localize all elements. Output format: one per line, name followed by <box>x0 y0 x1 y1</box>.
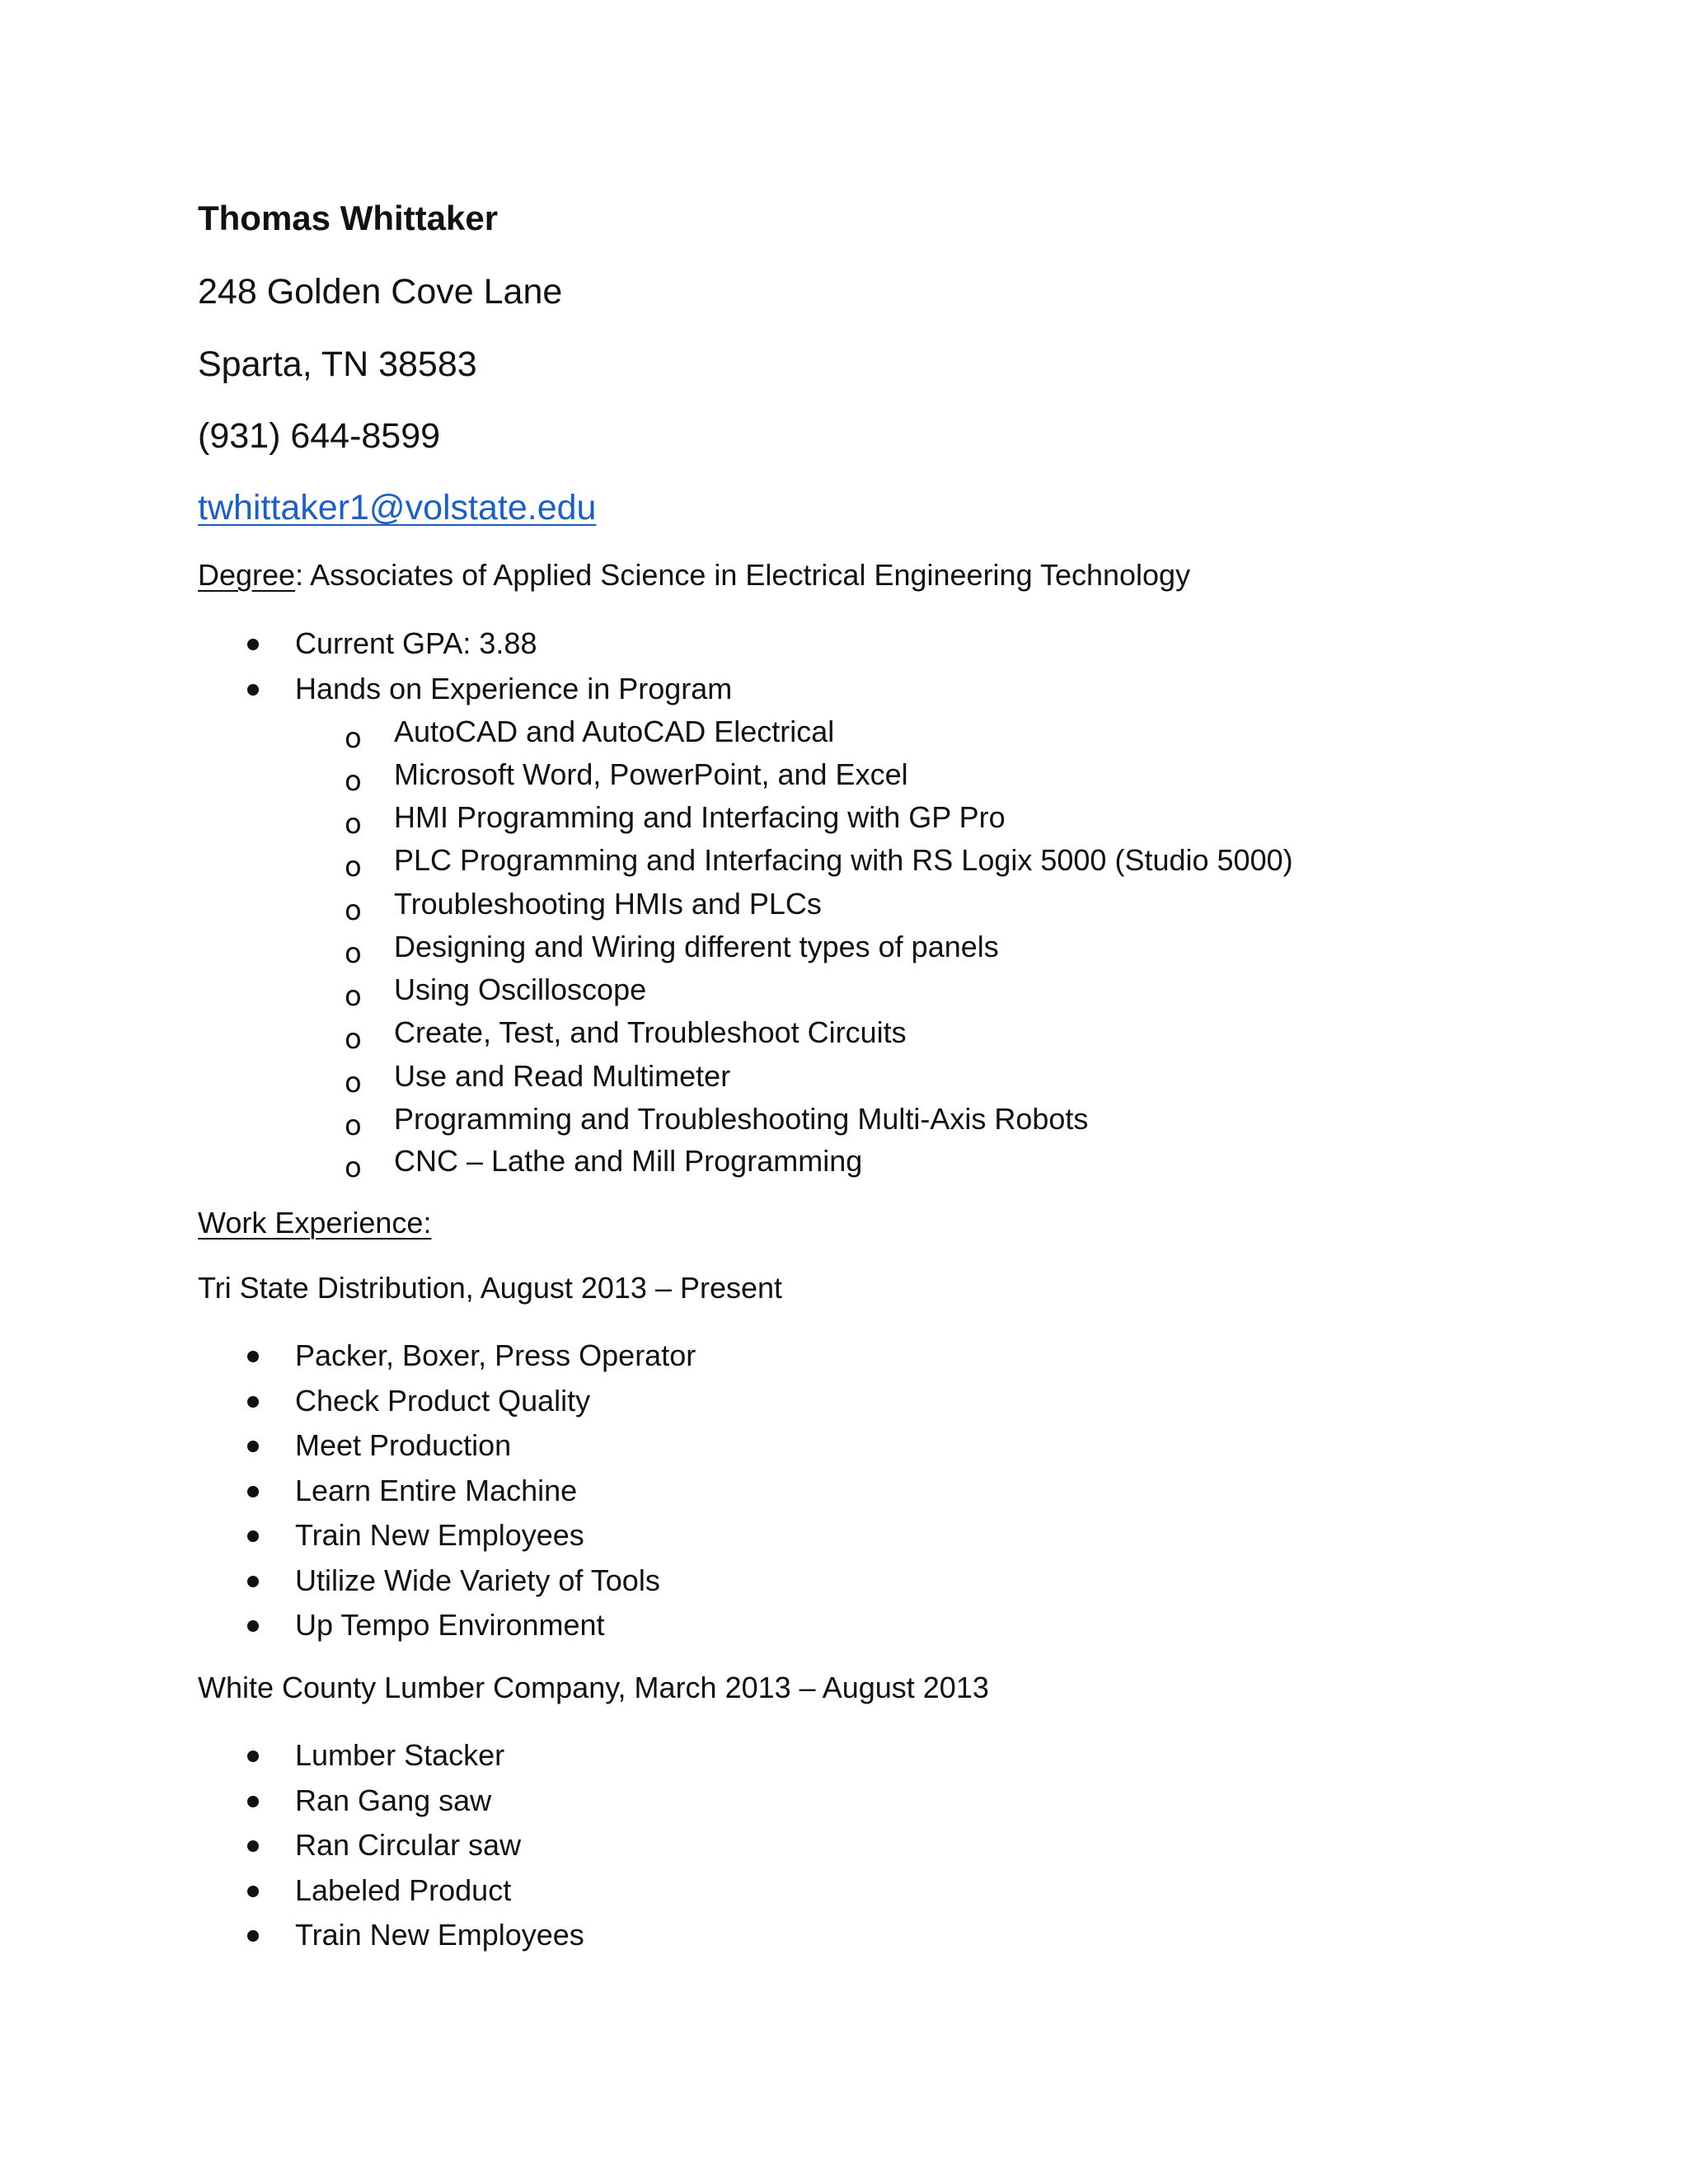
email-link[interactable]: twhittaker1@volstate.edu <box>198 488 597 527</box>
circle-bullet-icon: o <box>345 1023 362 1056</box>
bullet-icon <box>247 1620 259 1632</box>
bullet-text: Hands on Experience in Program <box>295 672 733 705</box>
sub-bullet-text: Create, Test, and Troubleshoot Circuits <box>394 1015 907 1049</box>
circle-bullet-icon: o <box>345 1151 362 1184</box>
bullet-text: Check Product Quality <box>295 1384 591 1418</box>
bullet-text: Utilize Wide Variety of Tools <box>295 1563 660 1597</box>
sub-bullet-text: Troubleshooting HMIs and PLCs <box>394 887 822 921</box>
bullet-icon <box>247 1930 259 1942</box>
bullet-text: Train New Employees <box>295 1918 584 1952</box>
bullet-text: Up Tempo Environment <box>295 1608 605 1642</box>
bullet-icon <box>247 639 259 650</box>
bullet-icon <box>247 1441 259 1452</box>
bullet-icon <box>247 1796 259 1807</box>
circle-bullet-icon: o <box>345 1109 362 1142</box>
bullet-icon <box>247 1576 259 1587</box>
bullet-icon <box>247 1486 259 1497</box>
sub-bullet-text: CNC – Lathe and Mill Programming <box>394 1144 863 1178</box>
city-state-zip: Sparta, TN 38583 <box>198 344 477 384</box>
bullet-text: Ran Circular saw <box>295 1828 522 1862</box>
circle-bullet-icon: o <box>345 1066 362 1099</box>
sub-bullet-text: HMI Programming and Interfacing with GP Pro <box>394 800 1006 834</box>
bullet-text: Ran Gang saw <box>295 1783 492 1817</box>
sub-bullet-text: AutoCAD and AutoCAD Electrical <box>394 715 835 748</box>
circle-bullet-icon: o <box>345 808 362 841</box>
bullet-text: Train New Employees <box>295 1518 584 1552</box>
bullet-icon <box>247 1840 259 1852</box>
section-heading-work-experience: Work Experience: <box>198 1206 432 1240</box>
bullet-text: Labeled Product <box>295 1873 512 1907</box>
phone-number: (931) 644-8599 <box>198 416 441 456</box>
circle-bullet-icon: o <box>345 980 362 1013</box>
circle-bullet-icon: o <box>345 722 362 755</box>
sub-bullet-text: Microsoft Word, PowerPoint, and Excel <box>394 757 908 791</box>
sub-bullet-text: Use and Read Multimeter <box>394 1059 731 1093</box>
sub-bullet-text: Using Oscilloscope <box>394 972 647 1006</box>
circle-bullet-icon: o <box>345 765 362 798</box>
bullet-text: Lumber Stacker <box>295 1738 505 1772</box>
bullet-icon <box>247 1750 259 1762</box>
bullet-icon <box>247 684 259 696</box>
bullet-icon <box>247 1396 259 1408</box>
bullet-text: Packer, Boxer, Press Operator <box>295 1338 696 1372</box>
circle-bullet-icon: o <box>345 851 362 883</box>
bullet-text: Learn Entire Machine <box>295 1474 578 1507</box>
job-title: White County Lumber Company, March 2013 – August 2013 <box>198 1671 989 1704</box>
bullet-text: Meet Production <box>295 1428 512 1462</box>
sub-bullet-text: Designing and Wiring different types of panels <box>394 930 999 963</box>
circle-bullet-icon: o <box>345 937 362 970</box>
degree-description: : Associates of Applied Science in Electrical Engineering Technology <box>295 558 1191 592</box>
degree-label: Degree <box>198 558 296 592</box>
bullet-icon <box>247 1530 259 1542</box>
circle-bullet-icon: o <box>345 894 362 927</box>
sub-bullet-text: PLC Programming and Interfacing with RS Logix 5000 (Studio 5000) <box>394 843 1293 877</box>
job-title: Tri State Distribution, August 2013 – Present <box>198 1271 783 1305</box>
applicant-name: Thomas Whittaker <box>198 199 499 237</box>
bullet-icon <box>247 1351 259 1362</box>
bullet-icon <box>247 1886 259 1897</box>
degree-line <box>198 560 1190 590</box>
street-address: 248 Golden Cove Lane <box>198 272 563 312</box>
sub-bullet-text: Programming and Troubleshooting Multi-Axis Robots <box>394 1102 1089 1136</box>
bullet-text: Current GPA: 3.88 <box>295 626 537 660</box>
